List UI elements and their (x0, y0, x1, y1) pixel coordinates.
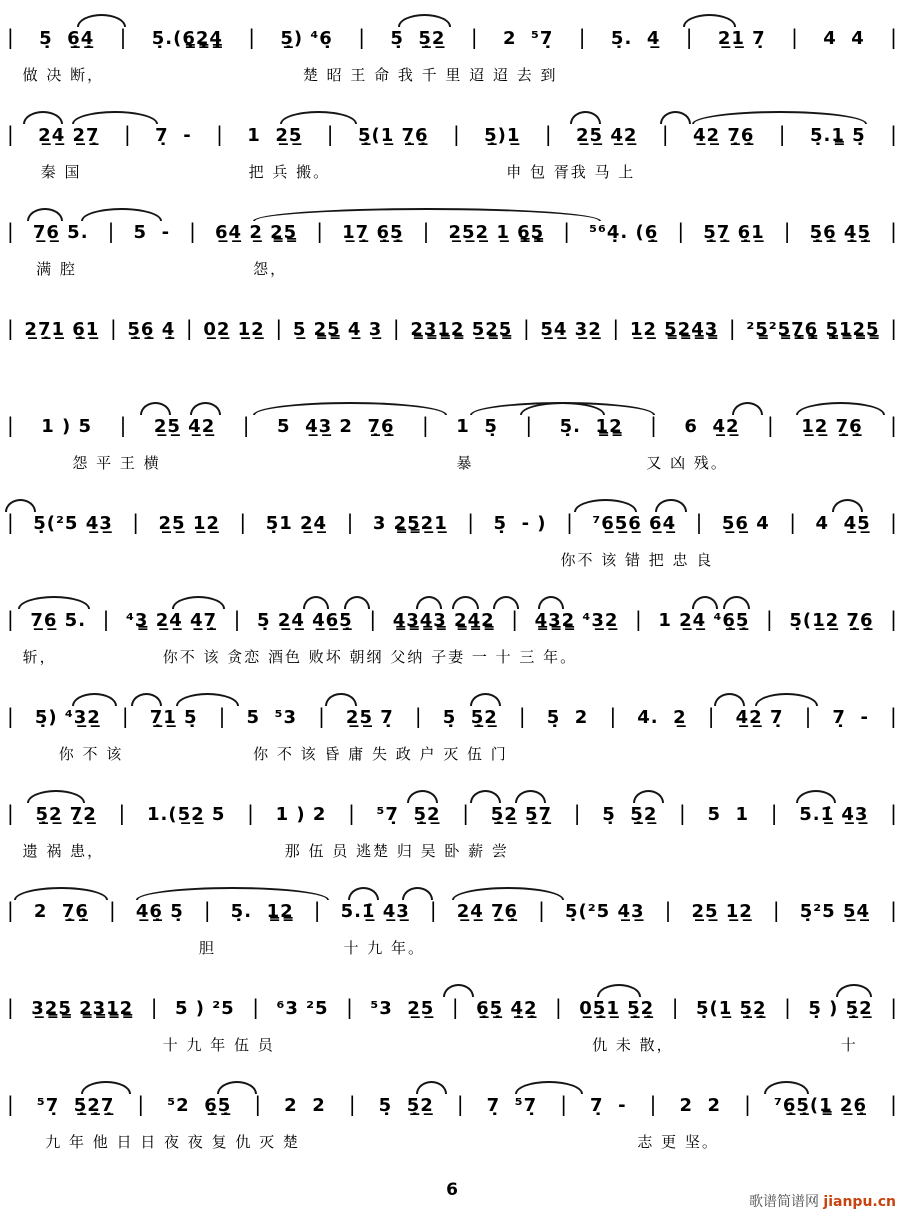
barline: | (563, 219, 571, 243)
barline: | (451, 995, 459, 1019)
measure: 0̲2̲ 1̲2̲ (203, 319, 265, 340)
measure: 5̣ ) 5̣̲2̲ (808, 998, 873, 1019)
barline: | (467, 510, 474, 534)
barline: | (566, 510, 573, 534)
lyric-segment: 九 年 他 日 日 夜 夜 复 仇 灭 楚 (45, 1133, 300, 1151)
measure: 5̣.1̳ 5̣ (809, 125, 866, 146)
measure: 5̣̲)1̲ (484, 125, 521, 146)
lyric-segment: 胆 (198, 939, 216, 957)
measure: 2̲5̲ 7̣ (345, 707, 394, 728)
measure: 2̲4̲ 2̲7̣̲ (38, 125, 100, 146)
slur-arcs (0, 107, 904, 123)
measure: 2 ⁵7̣ (502, 28, 554, 49)
measure: ⁷6̲5̲6̲ 6̲4̲ (592, 513, 677, 534)
measure: 6̲4̲ 2̲ 2̳5̳ (215, 222, 298, 243)
barline: | (560, 1092, 567, 1116)
measure: ⁴3̳ 2̲4̲ 4̲7̣̲ (126, 610, 218, 631)
barline: | (767, 413, 774, 437)
lyrics-line (0, 254, 904, 286)
measure: 5̣²5 5̲4̲ (799, 901, 870, 922)
measure: 5̣(1̲ 5̣̲2̣̲ (695, 998, 767, 1019)
measure: 5.1̲̇ 4̲3̲ (799, 804, 869, 825)
barline: | (7, 704, 14, 728)
barline: | (392, 316, 400, 340)
measure: 4̲2̲ 7̣ (735, 707, 784, 728)
measure: 2̲4̲ 7̣̲6̣̲ (456, 901, 519, 922)
barline: | (661, 122, 669, 146)
music-system-5 (0, 398, 904, 495)
barline: | (791, 25, 798, 49)
measure: 5 ) ²5 (174, 998, 235, 1019)
notes-line (7, 898, 897, 922)
measure: 5̣.(6̣̳2̣̳4̣̳ (151, 28, 223, 49)
barline: | (123, 122, 131, 146)
barline: | (890, 607, 897, 631)
measure: 5.1̲̇ 4̲3̲ (340, 901, 410, 922)
lyric-segment: 你不 该 贪恋 酒色 败坏 朝纲 父纳 子妻 一 十 三 年。 (162, 648, 578, 666)
slur-arcs (0, 1077, 904, 1093)
barline: | (119, 413, 127, 437)
barline: | (890, 413, 897, 437)
page-number: 6 (446, 1180, 458, 1200)
measure: 0̲5̣̲1̲ 5̣̲2̣̲ (579, 998, 655, 1019)
measure: 1̲2̲ 7̣̲6̣̲ (801, 416, 863, 437)
measure: 1̲2̲ 5̳2̳4̳3̳ (629, 319, 719, 340)
barline: | (766, 607, 773, 631)
barline: | (119, 25, 127, 49)
measure: 5̣ 5̣̲2̲ (378, 1095, 434, 1116)
measure: 5 ⁵3 (246, 707, 297, 728)
measure: 2̲5̲ 4̲2̲ (153, 416, 216, 437)
barline: | (233, 607, 241, 631)
measure: 5 4̲3̲ 2 7̣̲6̣̲ (277, 416, 395, 437)
slur-arcs (0, 398, 904, 414)
barline: | (890, 1092, 897, 1116)
barline: | (634, 607, 642, 631)
barline: | (252, 995, 259, 1019)
barline: | (358, 25, 365, 49)
barline: | (7, 898, 14, 922)
measure: 2̳3̳1̳2̳ 5̲2̳5̳ (410, 319, 513, 340)
barline: | (7, 801, 14, 825)
barline: | (242, 413, 250, 437)
barline: | (890, 316, 897, 340)
systems (0, 10, 904, 1174)
measure: 1 ) 5 (41, 416, 93, 437)
measure: 4. 2̲ (637, 707, 687, 728)
measure: 5̣ 2̲4̲ 4̲6̲5̣̲ (257, 610, 353, 631)
barline: | (462, 801, 469, 825)
lyric-segment: 秦 国 (40, 163, 82, 181)
measure: 7̣ - (155, 125, 192, 146)
measure: 1 5̣ (456, 416, 498, 437)
measure: 2̲5̲ 1̲2̲ (158, 513, 220, 534)
notes-line (7, 219, 897, 243)
barline: | (772, 898, 780, 922)
barline: | (118, 801, 126, 825)
lyrics-line (0, 836, 904, 868)
barline: | (313, 898, 321, 922)
barline: | (107, 219, 115, 243)
barline: | (890, 704, 897, 728)
lyric-segment: 把 兵 搬。 (248, 163, 331, 181)
barline: | (132, 510, 140, 534)
barline: | (109, 898, 116, 922)
measure: ⁵⁶4̣. (6̣̲ (589, 222, 659, 243)
barline: | (789, 510, 796, 534)
notes-line (7, 801, 897, 825)
measure: 5̣. 1̳2̳ (559, 416, 623, 437)
music-system-7 (0, 592, 904, 689)
measure: 1̲7̣̲ 6̣̲5̣̲ (342, 222, 404, 243)
barline: | (216, 122, 223, 146)
barline: | (102, 607, 110, 631)
measure: 5̣. 1̳2̳ (230, 901, 294, 922)
measure: 2 2 (284, 1095, 326, 1116)
measure: 5̣̲7̣̲ 6̣̲1̲ (703, 222, 765, 243)
notes-line (7, 413, 897, 437)
lyric-segment: 满 腔 (36, 260, 77, 278)
measure: ⁶3 ²5 (276, 998, 329, 1019)
measure: ²5̳²5̳7̣̳6̣̳ 5̣̳1̳2̳5̳ (746, 319, 880, 340)
lyric-segment: 遗 祸 患， (22, 842, 105, 860)
barline: | (7, 607, 14, 631)
barline: | (7, 122, 14, 146)
notes-line (7, 1092, 897, 1116)
barline: | (422, 413, 429, 437)
barline: | (578, 25, 586, 49)
measure: 5̣̲2̲ 7̣̲2̲ (35, 804, 97, 825)
measure: 1 2̲4̲ ⁴6̣̲5̣̲ (658, 610, 750, 631)
music-system-9 (0, 786, 904, 883)
lyric-segment: 楚 昭 王 命 我 千 里 迢 迢 去 到 (302, 66, 558, 84)
measure: 5̲4̲ 3̲2̲ (540, 319, 602, 340)
barline: | (7, 995, 14, 1019)
music-system-1 (0, 10, 904, 107)
site-credit-url: jianpu.cn (823, 1194, 896, 1210)
measure: 6 4̲2̲ (684, 416, 740, 437)
barline: | (890, 801, 897, 825)
barline: | (685, 25, 693, 49)
barline: | (664, 898, 672, 922)
music-system-11 (0, 980, 904, 1077)
measure: 4̲2̲ 7̣̲6̣̲ (693, 125, 755, 146)
barline: | (203, 898, 211, 922)
barline: | (890, 995, 897, 1019)
measure: ⁷6̣̲5̣̲(1̳ 2̲6̣̲ (773, 1095, 867, 1116)
measure: 5̣̲6̣̲ 4̣̲ (127, 319, 176, 340)
measure: 2 7̣̲6̣̲ (33, 901, 89, 922)
barline: | (784, 995, 791, 1019)
slur-arcs (0, 689, 904, 705)
lyrics-line (0, 545, 904, 577)
barline: | (7, 316, 14, 340)
barline: | (744, 1092, 751, 1116)
barline: | (422, 219, 430, 243)
lyric-segment: 做 决 断， (22, 66, 105, 84)
measure: 1.(5̲2̲ 5 (146, 804, 226, 825)
measure: 5̣ 2 (546, 707, 589, 728)
measure: 1 ) 2 (275, 804, 327, 825)
slur-arcs (0, 204, 904, 220)
measure: 3̲2̳5̳ 2̳3̳1̳2̳ (31, 998, 134, 1019)
barline: | (728, 316, 736, 340)
barline: | (770, 801, 778, 825)
barline: | (522, 316, 530, 340)
notes-line (7, 25, 897, 49)
measure: ⁵7̣ 5̣̲2̲ (376, 804, 441, 825)
measure: 5̲6̲ 4 (721, 513, 770, 534)
lyrics-line (0, 739, 904, 771)
measure: 1 2̲5̲ (247, 125, 303, 146)
notes-line (7, 510, 897, 534)
lyric-segment: 又 凶 残。 (646, 454, 728, 472)
barline: | (189, 219, 196, 243)
slur-arcs (0, 10, 904, 26)
barline: | (369, 607, 377, 631)
lyric-segment: 斩， (22, 648, 57, 666)
measure: 7̣ - (590, 1095, 627, 1116)
barline: | (679, 801, 686, 825)
barline: | (612, 316, 620, 340)
barline: | (7, 510, 14, 534)
slur-arcs (0, 592, 904, 608)
lyric-segment: 十 (840, 1036, 858, 1054)
lyric-segment: 暴 (456, 454, 474, 472)
measure: 5̣(²5 4̲3̲ (33, 513, 113, 534)
barline: | (239, 510, 247, 534)
measure: 5̣̲6̣̲ 4̣̲5̣̲ (809, 222, 871, 243)
measure: 5̣ 5̣̲2̲ (602, 804, 658, 825)
barline: | (429, 898, 437, 922)
measure: 3 2̳5̳2̲1̲ (372, 513, 448, 534)
barline: | (890, 219, 897, 243)
measure: ⁵2 6̣̲5̣̲ (167, 1095, 232, 1116)
notes-line (7, 316, 897, 340)
barline: | (346, 510, 354, 534)
barline: | (414, 704, 422, 728)
measure: 5̣ - ) (493, 513, 547, 534)
lyric-segment: 你不 该 错 把 忠 良 (560, 551, 714, 569)
measure: 5̲ 2̳5̳ 4̲ 3̲ (292, 319, 383, 340)
measure: 2̲5̲ 4̲2̲ (576, 125, 638, 146)
barline: | (470, 25, 478, 49)
site-credit-name: 歌谱简谱网 (748, 1194, 819, 1210)
measure: 5̣̲2̲ 5̣̲7̣̲ (490, 804, 553, 825)
barline: | (218, 704, 226, 728)
measure: 2̲5̲2̲ 1̲ 6̣̳5̣̳ (448, 222, 545, 243)
lyric-segment: 你 不 该 昏 庸 失 政 户 灭 伍 门 (253, 745, 508, 763)
barline: | (150, 995, 158, 1019)
barline: | (677, 219, 685, 243)
lyric-segment: 十 九 年。 (343, 939, 426, 957)
barline: | (695, 510, 703, 534)
barline: | (254, 1092, 262, 1116)
music-system-3 (0, 204, 904, 301)
measure: 5 1 (707, 804, 750, 825)
measure: 7̲6̲ 5. (30, 610, 87, 631)
barline: | (316, 219, 324, 243)
measure: 5̣ 6̣̲4̣̲ (39, 28, 95, 49)
measure: 7̣ ⁵7̣ (486, 1095, 538, 1116)
music-system-10 (0, 883, 904, 980)
measure: 4 4 (823, 28, 865, 49)
notes-line (7, 995, 897, 1019)
barline: | (538, 898, 545, 922)
barline: | (783, 219, 791, 243)
barline: | (890, 510, 897, 534)
barline: | (318, 704, 325, 728)
barline: | (804, 704, 812, 728)
lyrics-line (0, 60, 904, 92)
slur-arcs (0, 301, 904, 317)
slur-arcs (0, 980, 904, 996)
barline: | (555, 995, 562, 1019)
measure: 5̣) ⁴3̲2̲ (34, 707, 101, 728)
measure: 4̲6̣̲ 5̣ (135, 901, 184, 922)
notes-line (7, 122, 897, 146)
barline: | (890, 122, 897, 146)
measure: ⁵3 2̲5̲ (370, 998, 435, 1019)
barline: | (511, 607, 518, 631)
lyrics-line (0, 1127, 904, 1159)
slur-arcs (0, 495, 904, 511)
measure: 7̣̲1̲ 5̣ (149, 707, 198, 728)
barline: | (525, 413, 533, 437)
barline: | (649, 1092, 657, 1116)
music-system-12 (0, 1077, 904, 1174)
measure: 5̣(1̲2̲ 7̣̲6̣̲ (789, 610, 874, 631)
barline: | (650, 413, 657, 437)
barline: | (707, 704, 715, 728)
music-system-2 (0, 107, 904, 204)
barline: | (456, 1092, 464, 1116)
barline: | (7, 25, 14, 49)
measure: 5̣̲) ⁴6̣ (280, 28, 333, 49)
barline: | (890, 25, 897, 49)
barline: | (544, 122, 552, 146)
barline: | (7, 219, 14, 243)
barline: | (109, 316, 117, 340)
measure: 7̣ - (832, 707, 869, 728)
measure: 5̣ 5̣̲2̲ (442, 707, 498, 728)
lyric-segment: 申 包 胥我 马 上 (506, 163, 636, 181)
lyrics-line (0, 933, 904, 965)
lyric-segment: 那 伍 员 逃楚 归 吴 卧 薪 尝 (284, 842, 509, 860)
barline: | (7, 413, 14, 437)
measure: 4 4̲5̲ (815, 513, 871, 534)
barline: | (326, 122, 334, 146)
barline: | (348, 1092, 356, 1116)
music-system-8 (0, 689, 904, 786)
measure: 7̲6̲ 5. (32, 222, 89, 243)
measure: 2̲1̲ 7̣ (717, 28, 766, 49)
barline: | (346, 995, 353, 1019)
measure: 5̣̲(1̲ 7̣̲6̣̲ (357, 125, 429, 146)
measure: 4̳3̳4̳3̳ 2̳4̳2̳ (392, 610, 495, 631)
barline: | (348, 801, 355, 825)
barline: | (518, 704, 526, 728)
lyric-segment: 十 九 年 伍 员 (162, 1036, 275, 1054)
barline: | (121, 704, 129, 728)
measure: 5̣(²5 4̲3̲ (565, 901, 645, 922)
barline: | (7, 1092, 14, 1116)
lyric-segment: 志 更 坚。 (637, 1133, 719, 1151)
measure: 5 - (133, 222, 171, 243)
measure: 2̲5̲ 1̲2̲ (691, 901, 753, 922)
site-credit (749, 1191, 896, 1211)
lyrics-line (0, 448, 904, 480)
lyric-segment: 仇 未 散， (592, 1036, 674, 1054)
notes-line (7, 704, 897, 728)
lyric-segment: 怨， (253, 260, 288, 278)
measure: 5̣. 4̲ (610, 28, 661, 49)
barline: | (890, 898, 897, 922)
slur-arcs (0, 883, 904, 899)
lyrics-line (0, 157, 904, 189)
barline: | (778, 122, 786, 146)
barline: | (609, 704, 617, 728)
barline: | (137, 1092, 145, 1116)
lyric-segment: 你 不 该 (58, 745, 124, 763)
slur-arcs (0, 786, 904, 802)
barline: | (671, 995, 679, 1019)
measure: 4̳3̳2̳ ⁴3̲2̲ (534, 610, 619, 631)
lyrics-line (0, 642, 904, 674)
barline: | (275, 316, 283, 340)
measure: 5̣ 5̣̲2̲ (390, 28, 446, 49)
barline: | (248, 25, 256, 49)
measure: 5̣1 2̲4̲ (265, 513, 328, 534)
measure: ⁵7̣ 5̣̲2̣̲7̣̲ (36, 1095, 115, 1116)
barline: | (452, 122, 460, 146)
barline: | (573, 801, 581, 825)
music-system-4 (0, 301, 904, 398)
measure: 6̣̲5̣̲ 4̣̲2̣̲ (476, 998, 538, 1019)
lyric-segment: 怨 平 王 横 (72, 454, 161, 472)
lyrics-line (0, 351, 904, 383)
music-system-6 (0, 495, 904, 592)
measure: 2 2 (679, 1095, 722, 1116)
barline: | (185, 316, 193, 340)
measure: 2̲7̣̲1̲ 6̣̲1̲ (24, 319, 100, 340)
notes-line (7, 607, 897, 631)
lyrics-line (0, 1030, 904, 1062)
barline: | (247, 801, 254, 825)
